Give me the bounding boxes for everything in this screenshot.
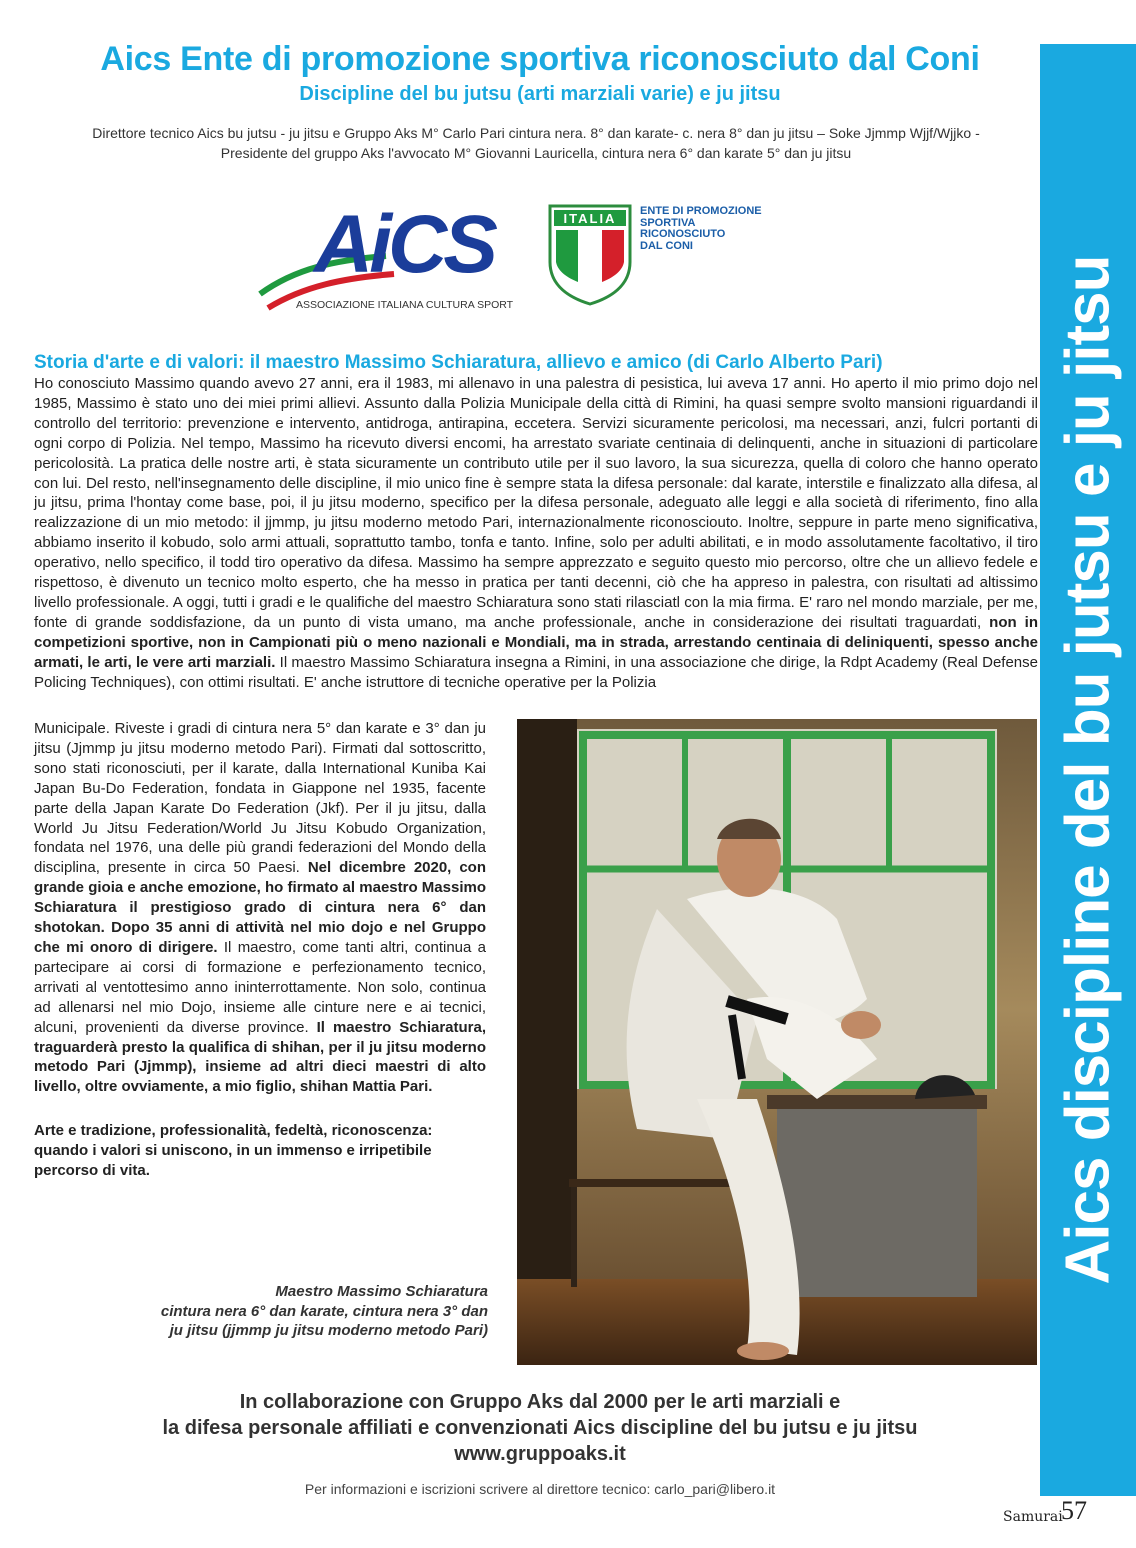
article-paragraph-3: Arte e tradizione, professionalità, fedeltà, riconoscenza: quando i valori si uniscono, in un immenso e irripetibile percorso di vita. — [34, 1122, 433, 1179]
page-number: 57 — [1061, 1496, 1087, 1525]
aics-logo — [256, 198, 536, 316]
article-p2-bold-2: Il maestro Schiaratura, traguarderà presto la qualifica di shihan, per il ju jitsu moderno metodo Pari (Jjmmp), insieme ad altri dieci maestri di alto livello, oltre ovviamente, a mio figlio, shihan Mattia Pari. — [34, 1018, 487, 1096]
coni-text — [640, 206, 790, 252]
coni-badge-text: ITALIA — [563, 211, 617, 226]
coni-line-4: DAL CONI — [640, 239, 693, 252]
caption-line-2: cintura nera 6° dan karate, cintura nera 3° dan — [160, 1302, 488, 1320]
page-subtitle: Discipline del bu jutsu (arti marziali varie) e ju jitsu — [299, 83, 781, 105]
article-p2-mid: Il maestro, come tanti altri, continua a partecipare ai corsi di formazione e perfezionamento tecnico, arrivati al ventottesimo anno ininterrottamente. Non solo, continua ad allenarsi nel mio Dojo, insieme alle cinture nere e ai tecnici, alcuni, provenienti da diverse province. — [34, 938, 486, 1036]
caption-line-3: ju jitsu (jjmmp ju jitsu moderno metodo Pari) — [169, 1322, 488, 1339]
side-banner — [1040, 44, 1136, 1496]
article-p2-bold-1: Nel dicembre 2020, con grande gioia e anche emozione, ho firmato al maestro Massimo Schiaratura il prestigioso grado di cintura nera 6° dan shotokan. Dopo 35 anni di attività nel mio dojo e nel Gruppo che mi onoro di dirigere. — [34, 859, 486, 956]
intro-line-2: Presidente del gruppo Aks l'avvocato M° Giovanni Lauricella, cintura nera 6° dan karate 5° dan ju jitsu — [220, 145, 852, 161]
aics-logo-caption: ASSOCIAZIONE ITALIANA CULTURA SPORT — [296, 299, 514, 311]
coni-line-2: SPORTIVA — [640, 216, 696, 229]
footer-contact: Per informazioni e iscrizioni scrivere al direttore tecnico: carlo_pari@libero.it — [304, 1481, 776, 1497]
coni-line-3: RICONOSCIUTO — [640, 228, 726, 240]
caption-line-1: Maestro Massimo Schiaratura — [275, 1283, 488, 1300]
intro-line-1: Direttore tecnico Aics bu jutsu - ju jitsu e Gruppo Aks M° Carlo Pari cintura nera. 8° dan karate- c. nera 8° dan ju jitsu – Soke Jjmmp Wjjf/Wjjko - — [92, 125, 980, 141]
magazine-name: Samurai — [1003, 1509, 1063, 1525]
intro-text — [36, 123, 1036, 163]
photo-caption — [100, 1282, 488, 1341]
karate-master-photo — [517, 719, 1037, 1365]
article-p1-bold: non in competizioni sportive, non in Campionati più o meno nazionali e Mondiali, ma in strada, arrestando centinaia di deliniquenti, spesso anche armati, le arti, le vere arti marziali. — [34, 613, 1038, 671]
coni-shield-icon — [548, 204, 632, 306]
article-title: Storia d'arte e di valori: il maestro Massimo Schiaratura, allievo e amico (di Carlo Alberto Pari) — [34, 352, 883, 373]
aics-logo-letters: AiCS — [314, 199, 494, 290]
article-paragraph-1 — [34, 374, 1038, 693]
article-p1: Ho conosciuto Massimo quando avevo 27 anni, era il 1983, mi allenavo in una palestra di pesistica, lui aveva 17 anni. Ho aperto il mio primo dojo nel 1985, Massimo è stato uno dei miei primi allievi. Assunto dalla Polizia Municipale della città di Rimini, ha quasi sempre svolto mansioni riguardandi il controllo del territorio: prevenzione e intervento, antidroga, antirapina, eccetera. Servizi sicuramente pericolosi, ma necessari, anzi, fulcri portanti di ogni corpo di Polizia. Nel tempo, Massimo ha ricevuto diversi encomi, ha arrestato svariate centinaia di delinquenti, anche in situazioni di particolare pericolosità. La pratica delle nostre arti, è stata sicuramente un contributo utile per il suo lavoro, la sua sicurezza, quella di coloro che hanno operato con lui. Del resto, nell'insegnamento delle discipline, il mio unico fine è sempre stata la difesa personale: dal karate, interstile e finalizzato alla difesa, al ju jitsu, prima l'hontay come base, poi, il ju jitsu moderno, specifico per la difesa personale, adeguato alle leggi e alla società di riferimento, fino alla realizzazione di un mio metodo: il jjmmp, ju jitsu moderno metodo Pari, internazionalmente riconosciouto. Inoltre, seppure in parte meno significativa, abbiamo inserito il kobudo, solo armi attuali, soprattutto tambo, tonfa e tanto. Infine, solo per adulti abilitati, e in modo assolutamente facoltativo, il tiro operativo, nello specifico, il todd tiro operativo da difesa. Massimo ha sempre apprezzato e seguito questo mio percorso, oltre che un allievo fedele e rispettoso, è divenuto un tecnico molto esperto, che ha messo in pratica per tanti decenni, ciò che ha appreso in palestra, con risultati ad altissimo livello professionale. A oggi, tutti i gradi e le qualifiche del maestro Schiaratura sono stati rilasciatl con la mia firma. E' raro nel mondo marziale, per me, fonte di grande soddisfazione, da un punto di vista umano, ma anche professionale, anche in considerazione dei risultati traguardati, — [34, 375, 1038, 631]
article-p2: Municipale. Riveste i gradi di cintura nera 5° dan karate e 3° dan ju jitsu (Jjmmp ju jitsu moderno metodo Pari). Firmati dal sottoscritto, sono stati riconosciuti, per il karate, dalla International Kuniba Kai Japan Bu-Do Federation, fondata in Giappone nel 1935, facente parte della Japan Karate Do Federation (Jkf). Per il ju jitsu, dalla World Ju Jitsu Federation/World Ju Jitsu Kobudo Organization, fondata nel 1976, una delle più grandi federazioni del Mondo della disciplina, presente in circa 50 Paesi. — [34, 720, 486, 877]
footer-line-2: la difesa personale affiliati e convenzionati Aics discipline del bu jutsu e ju jitsu — [162, 1417, 918, 1439]
side-banner-text: Aics discipline del bu jutsu e ju jitsu — [1053, 255, 1123, 1285]
article-paragraph-2 — [34, 719, 486, 1097]
footer-url-link[interactable]: www.gruppoaks.it — [454, 1443, 626, 1465]
coni-line-1: ENTE DI PROMOZIONE — [640, 205, 762, 217]
article-p1-end: Il maestro Massimo Schiaratura insegna a Rimini, in una associazione che dirige, la Rdpt Academy (Real Defense Policing Techniques), con ottimi risultati. E' anche istruttore di tecniche operative per la Polizia — [34, 653, 1038, 691]
footer-block — [40, 1389, 1040, 1467]
page-title: Aics Ente di promozione sportiva riconosciuto dal Coni — [100, 40, 980, 78]
footer-line-1: In collaborazione con Gruppo Aks dal 2000 per le arti marziali e — [239, 1391, 841, 1413]
